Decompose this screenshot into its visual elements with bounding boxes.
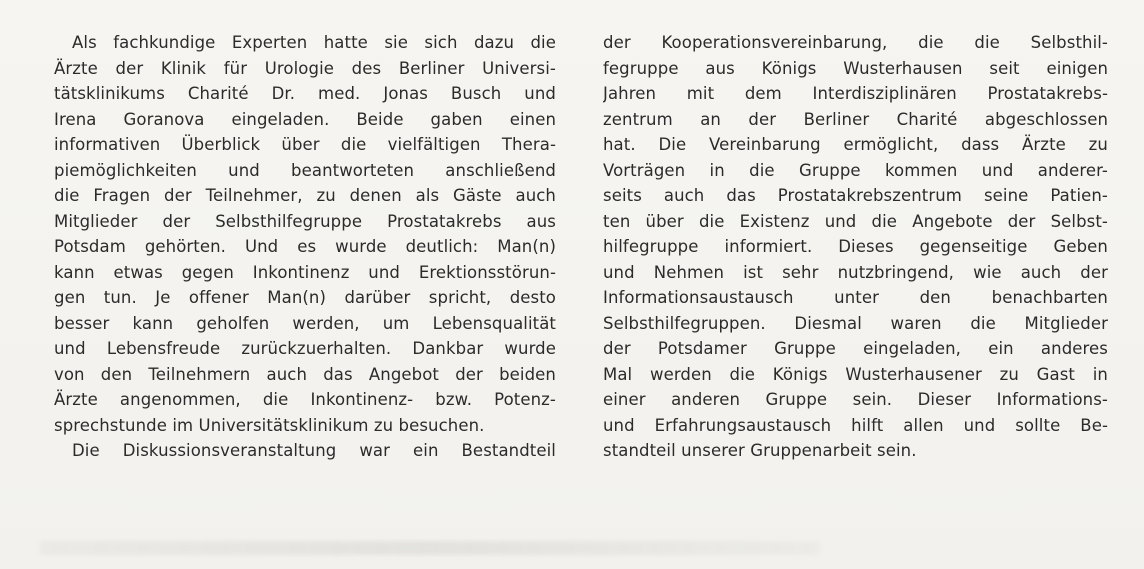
text-line: der Kooperationsvereinbarung, die die Selbsthil- xyxy=(603,33,1108,52)
text-line: Ärzte angenommen, die Inkontinenz- bzw. Potenz- xyxy=(54,390,556,409)
text-line: besser kann geholfen werden, um Lebensqualität xyxy=(54,313,556,333)
text-line: von den Teilnehmern auch das Angebot der beiden xyxy=(54,364,556,384)
text-line: hat. Die Vereinbarung ermöglicht, dass Ärzte zu xyxy=(603,135,1108,154)
left-text-column xyxy=(54,30,556,464)
text-line: Als fachkundige Experten hatte sie sich dazu die xyxy=(72,33,556,52)
text-line: Mitglieder der Selbsthilfegruppe Prostatakrebs aus xyxy=(54,211,556,231)
text-line: Vorträgen in die Gruppe kommen und anderer- xyxy=(603,160,1108,180)
text-line: standteil unserer Gruppenarbeit sein. xyxy=(603,441,917,460)
text-line: seits auch das Prostatakrebszentrum seine Patien- xyxy=(603,186,1108,205)
text-line: und Erfahrungsaustausch hilft allen und sollte Be- xyxy=(603,415,1108,435)
text-line: Ärzte der Klinik für Urologie des Berliner Universi- xyxy=(54,58,556,78)
text-line: Die Diskussionsveranstaltung war ein Bestandteil xyxy=(72,441,556,460)
text-line: Irena Goranova eingeladen. Beide gaben einen xyxy=(54,109,556,129)
text-line: fegruppe aus Königs Wusterhausen seit einigen xyxy=(603,58,1108,78)
text-line: kann etwas gegen Inkontinenz und Erektionsstörun- xyxy=(54,262,556,282)
text-line: piemöglichkeiten und beantworteten anschließend xyxy=(54,160,556,180)
text-line: die Fragen der Teilnehmer, zu denen als Gäste auch xyxy=(54,186,556,205)
text-line: einer anderen Gruppe sein. Dieser Informations- xyxy=(603,390,1108,409)
bleed-through-shadow xyxy=(40,541,820,555)
text-line: Jahren mit dem Interdisziplinären Prostatakrebs- xyxy=(603,84,1108,103)
text-line: informativen Überblick über die vielfältigen Thera- xyxy=(54,135,556,154)
text-line: Selbsthilfegruppen. Diesmal waren die Mitglieder xyxy=(603,313,1108,333)
text-line: der Potsdamer Gruppe eingeladen, ein anderes xyxy=(603,339,1108,358)
text-line: und Lebensfreude zurückzuerhalten. Dankbar wurde xyxy=(54,339,556,358)
text-line: hilfegruppe informiert. Dieses gegenseitige Geben xyxy=(603,237,1108,256)
text-line: zentrum an der Berliner Charité abgeschlossen xyxy=(603,109,1108,129)
text-line: gen tun. Je offener Man(n) darüber spricht, desto xyxy=(54,288,556,307)
text-line: ten über die Existenz und die Angebote der Selbst- xyxy=(603,211,1108,231)
right-text-column xyxy=(603,30,1108,464)
text-line: tätsklinikums Charité Dr. med. Jonas Busch und xyxy=(54,84,556,103)
text-line: und Nehmen ist sehr nutzbringend, wie auch der xyxy=(603,262,1108,282)
text-line: Informationsaustausch unter den benachbarten xyxy=(603,288,1108,307)
text-line: Mal werden die Königs Wusterhausener zu Gast in xyxy=(603,364,1108,384)
text-line: Potsdam gehörten. Und es wurde deutlich: Man(n) xyxy=(54,237,556,256)
text-line: sprechstunde im Universitätsklinikum zu besuchen. xyxy=(54,415,485,435)
